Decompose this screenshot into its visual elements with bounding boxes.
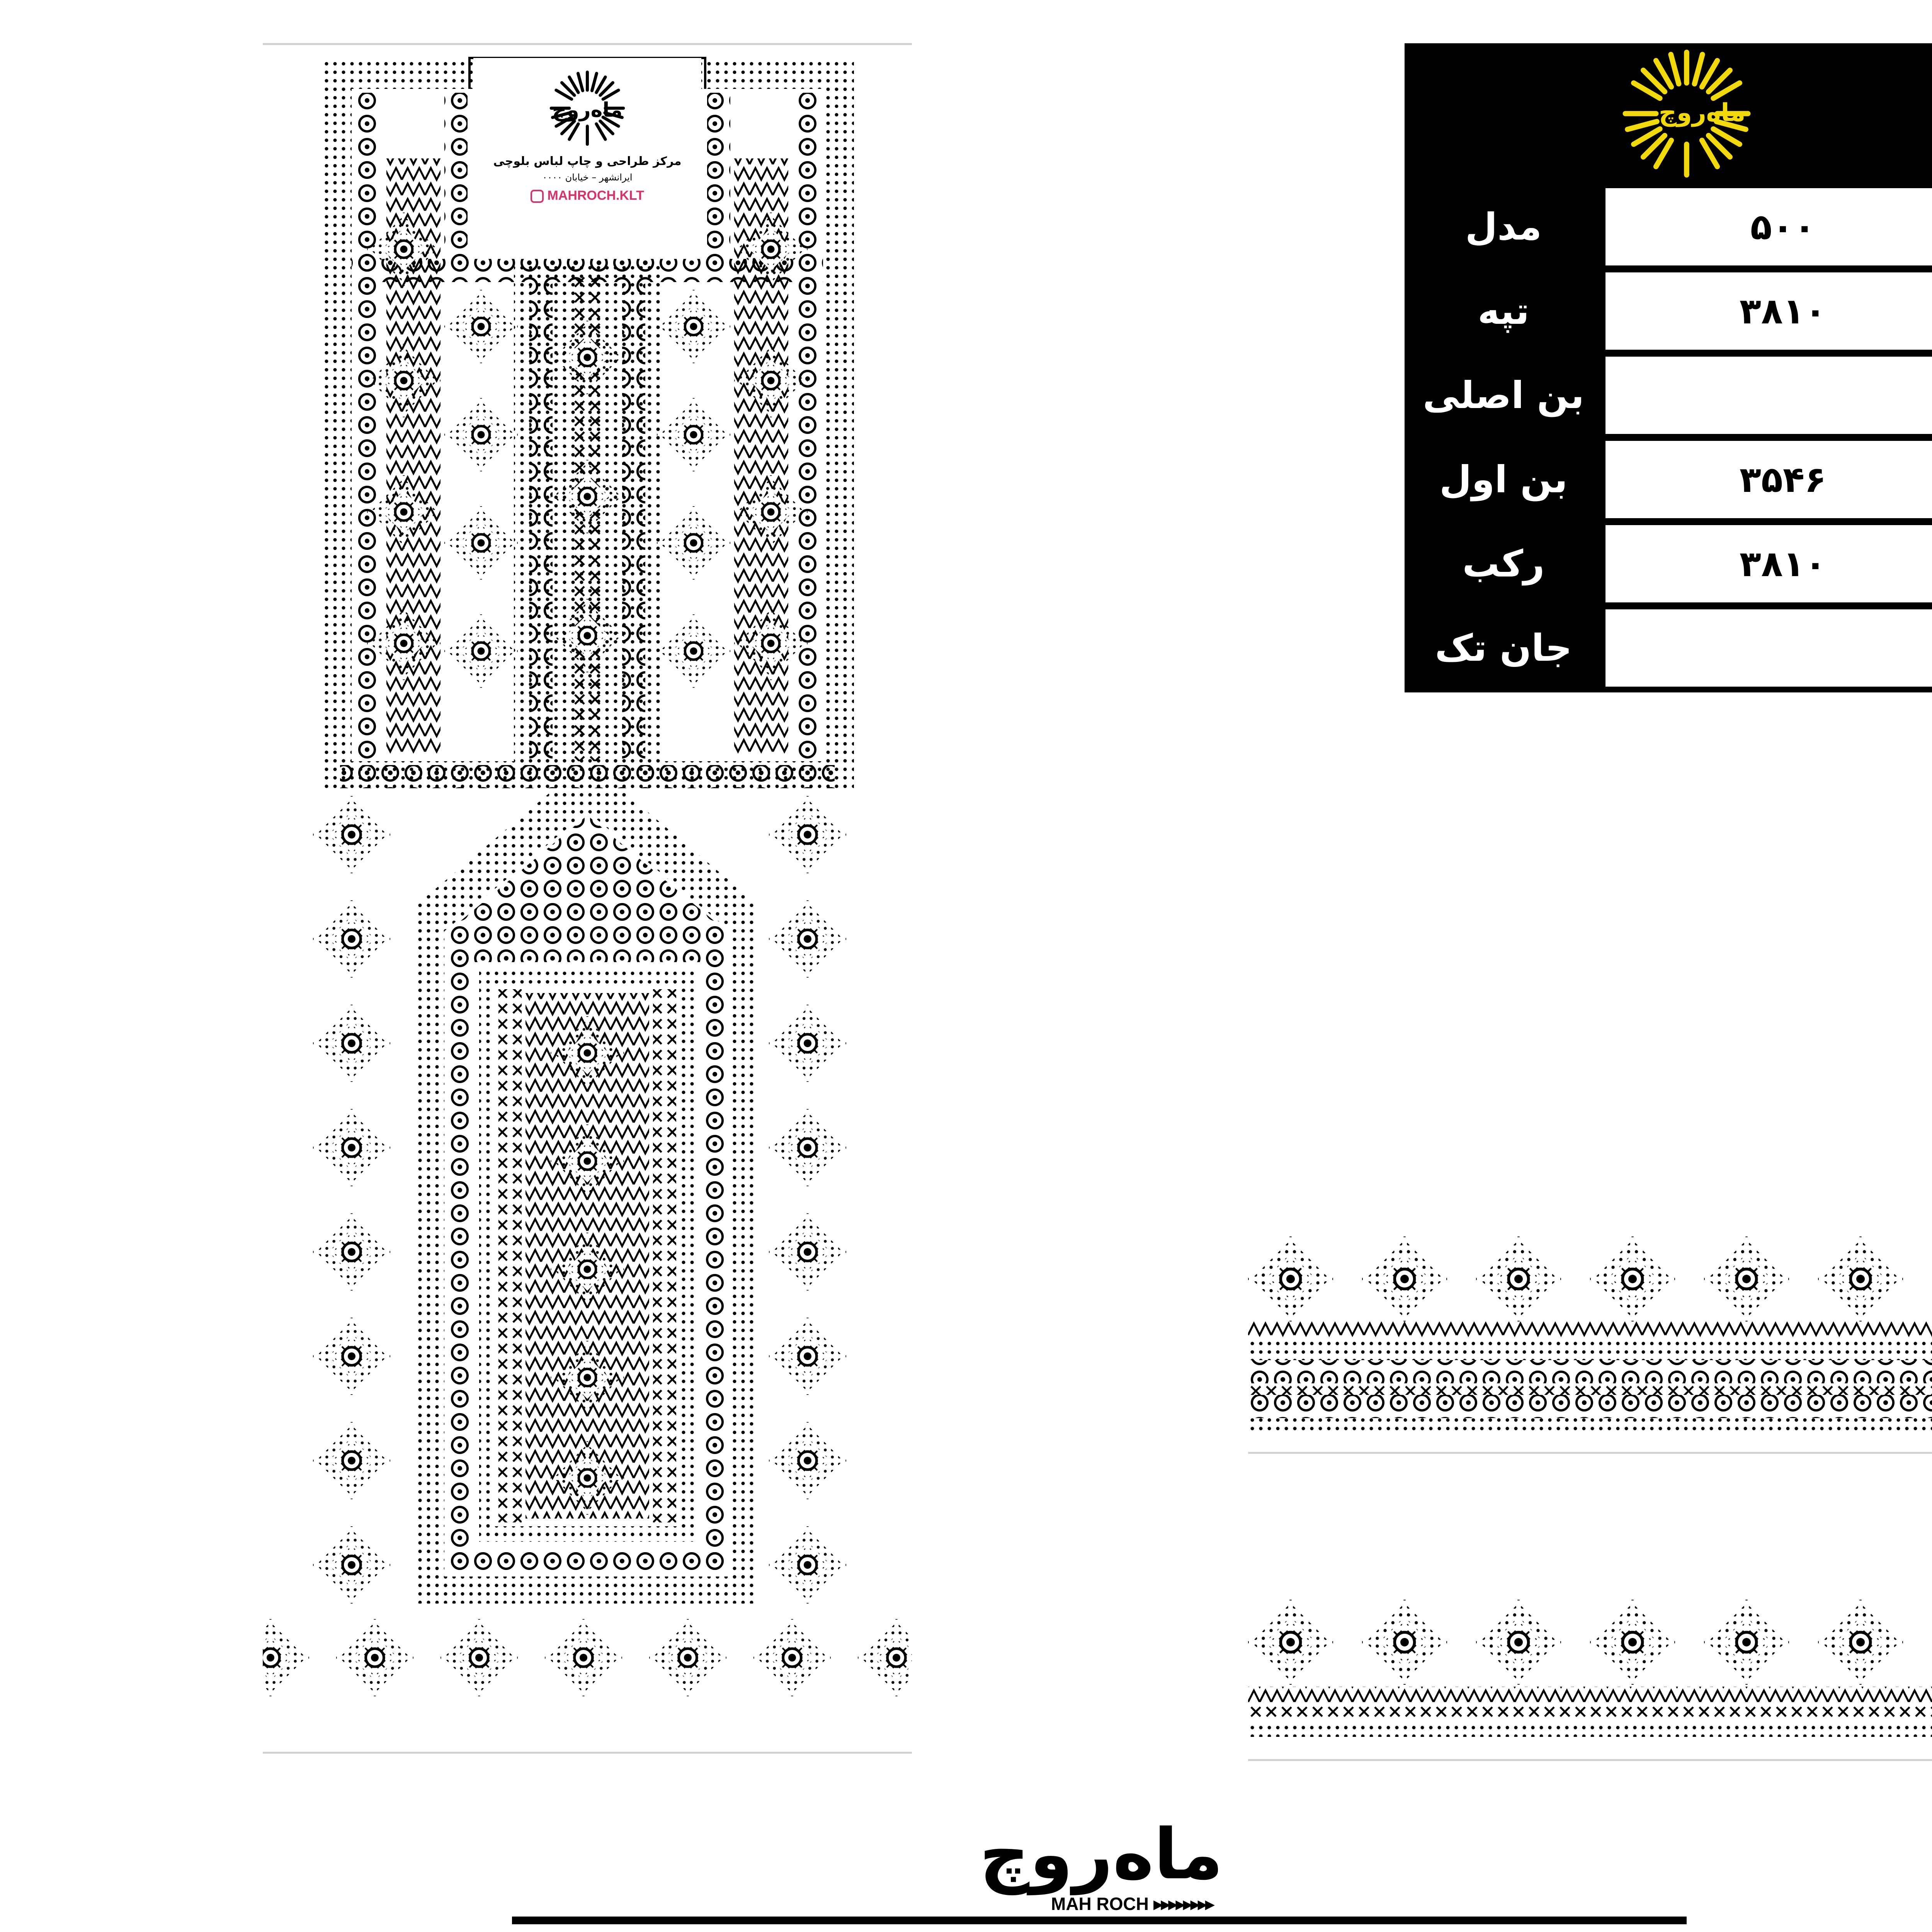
pattern-label-line1: مرکز طراحی و چاپ لباس بلوچی: [493, 155, 682, 168]
footer-logo-latin-text: MAH ROCH: [1051, 1894, 1149, 1914]
spec-value-rekab: ۳۸۱۰: [1605, 525, 1932, 602]
spec-label-bon-asli: بن اصلی: [1409, 357, 1598, 434]
pattern-logo-text: ماه‌روچ: [552, 99, 623, 122]
spec-value-model: ۵۰۰: [1605, 188, 1932, 265]
spec-label-jan-tak: جان تک: [1409, 609, 1598, 687]
spec-value-jan-tak: [1605, 609, 1932, 687]
sleeve-border-svg: [1248, 1229, 1932, 1461]
instagram-handle: MAHROCH.KLT: [547, 188, 644, 203]
spec-value-tapeh: ۳۸۱۰: [1605, 272, 1932, 350]
pattern-instagram: [479, 188, 696, 203]
pattern-label-line2: ایرانشهر – خیابان ۰۰۰۰: [542, 172, 633, 183]
instagram-icon: [531, 190, 544, 203]
embroidery-pattern-svg: [263, 43, 912, 1754]
spec-value-bon-asli: [1605, 357, 1932, 434]
spec-label-model: مدل: [1409, 188, 1598, 265]
footer-brand-logo: [920, 1814, 1283, 1918]
pattern-label: [479, 62, 696, 255]
spec-label-rekab: رکب: [1409, 525, 1598, 602]
spec-table: [1405, 43, 1932, 692]
spec-label-tapeh: تپه: [1409, 272, 1598, 350]
spec-logo-text: ماه‌روچ: [1658, 99, 1746, 127]
spec-value-bon-aval: ۳۵۴۶: [1605, 441, 1932, 518]
footer-divider: [512, 1917, 1687, 1924]
arrow-chevrons-icon: ▸▸▸▸▸▸▸▸: [1153, 1894, 1213, 1914]
footer-tagline: [512, 1930, 1687, 1932]
footer-logo-latin: [1051, 1893, 1213, 1914]
cuff-border-svg: [1248, 1596, 1932, 1766]
spec-label-bon-aval: بن اول: [1409, 441, 1598, 518]
border-strip-cuff: [1248, 1596, 1932, 1766]
dress-pattern-artwork: [263, 43, 912, 1754]
border-strip-sleeve: [1248, 1229, 1932, 1461]
footer-logo-text: ماه‌روچ: [979, 1814, 1223, 1895]
spec-logo-cell: [1405, 43, 1932, 184]
